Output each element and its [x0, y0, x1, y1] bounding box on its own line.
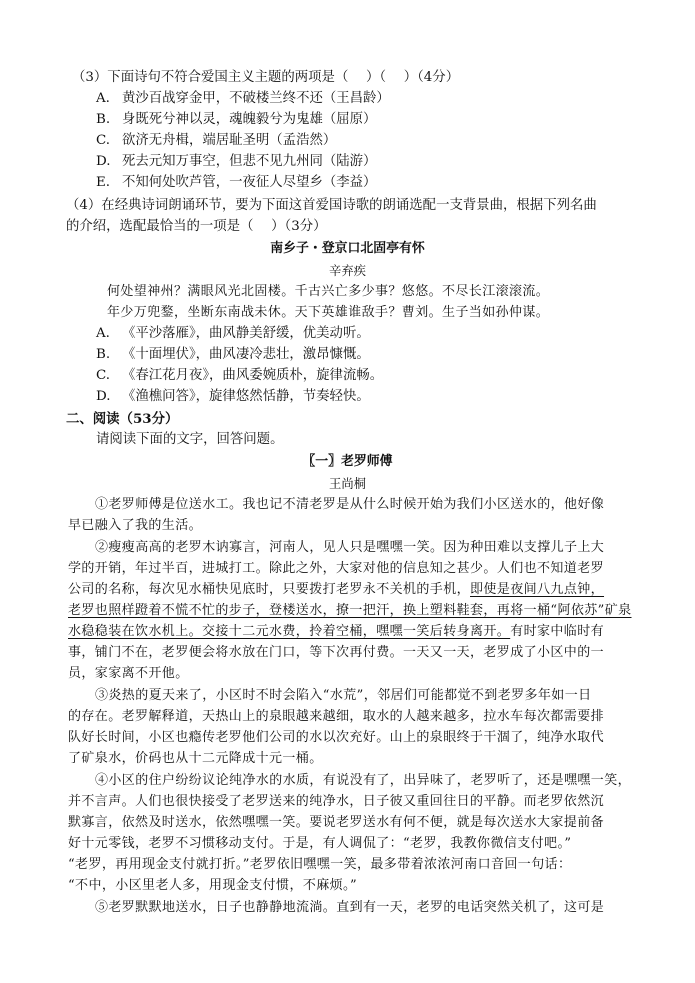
poem-title: 南乡子・登京口北固亭有怀 — [270, 241, 425, 256]
q4-option-b: B. 《十面埋伏》，曲风凄冷悲壮，激昂慷慨。 — [96, 347, 370, 362]
q4-stem-line1: （4）在经典诗词朗诵环节，要为下面这首爱国诗歌的朗诵选配一支背景曲，根据下列名曲 — [66, 198, 597, 213]
article-author: 王尚桐 — [329, 477, 366, 491]
paragraph-3-line-4: 了矿泉水，价码也从十二元降成十元一桶。 — [68, 751, 323, 766]
paragraph-2-line-7: 员，家家离不开他。 — [68, 666, 189, 681]
paragraph-2-line-4: 老罗也照样蹬着不慌不忙的步子，登楼送水，撩一把汗，换上塑料鞋套，再将一桶“阿依苏”矿泉 — [68, 603, 632, 618]
poem-line-1: 何处望神州？满眼风光北固楼。千古兴亡多少事？悠悠。不尽长江滚滚流。 — [107, 284, 550, 299]
reading-instruction: 请阅读下面的文字，回答问题。 — [96, 432, 284, 447]
underlined-text: 即使是夜间八九点钟， — [470, 582, 605, 597]
paragraph-2-line-5: 水稳稳装在饮水机上。交接十二元水费，拎着空桶，嘿嘿一笑后转身离开。有时家中临时有 — [68, 624, 605, 639]
q4-option-c: C. 《春江花月夜》，曲风委婉质朴，旋律流畅。 — [96, 368, 384, 383]
paragraph-2-line-1: ②瘦瘦高高的老罗木讷寡言，河南人，见人只是嘿嘿一笑。因为种田难以支撑儿子上大 — [95, 540, 605, 555]
paragraph-3-line-3: 队好长时间，小区也瘾传老罗他们公司的水以次充好。山上的泉眼终于干涸了，纯净水取代 — [68, 730, 605, 745]
paragraph-3-line-1: ③炎热的夏天来了，小区时不时会陷入“水荒”，邻居们可能都觉不到老罗多年如一日 — [95, 688, 592, 703]
paragraph-1-line-1: ①老罗师傅是位送水工。我也记不清老罗是从什么时候开始为我们小区送水的，他好像 — [95, 497, 605, 512]
q3-option-c: C. 欲济无舟楫，端居耻圣明（孟浩然） — [96, 133, 337, 148]
paragraph-4-line-5: “老罗，再用现金支付就打折。”老罗依旧嘿嘿一笑，最多带着浓浓河南口音回一句话： — [68, 857, 572, 872]
underlined-text: 水稳稳装在饮水机上。交接十二元水费，拎着空桶，嘿嘿一笑后转身离开。 — [68, 624, 511, 639]
q3-stem: （3）下面诗句不符合爱国主义主题的两项是（ ）（ ）（4分） — [72, 70, 460, 85]
paragraph-3-line-2: 的存在。老罗解释道，天热山上的泉眼越来越细，取水的人越来越多，拉水车每次都需要排 — [68, 709, 605, 724]
q4-option-d: D. 《渔樵问答》，旋律悠然恬静，节奏轻快。 — [96, 389, 370, 404]
poem-line-2: 年少万兜鍪，坐断东南战未休。天下英雄谁敌手？曹刘。生子当如孙仲谋。 — [107, 305, 550, 320]
q3-option-a: A. 黄沙百战穿金甲，不破楼兰终不还（王昌龄） — [96, 91, 390, 106]
q3-option-e: E. 不知何处吹芦管，一夜征人尽望乡（李益） — [96, 175, 377, 190]
paragraph-4-line-6: “不中，小区里老人多，用现金支付惯，不麻烦。” — [68, 878, 357, 893]
q4-option-a: A. 《平沙落雁》，曲风静美舒缓，优美动听。 — [96, 326, 370, 341]
poem-author: 辛弃疾 — [329, 264, 366, 278]
paragraph-2-line-6: 事，铺门不在，老罗便会将水放在门口，等下次再付费。一天又一天，老罗成了小区中的一 — [68, 645, 605, 660]
article-title: 〖一〗老罗师傅 — [302, 454, 393, 469]
paragraph-4-line-4: 好十元零钱，老罗不习惯移动支付。于是，有人调侃了：“老罗，我教你微信支付吧。” — [68, 836, 572, 851]
paragraph-5-line-1: ⑤老罗默默地送水，日子也静静地流淌。直到有一天，老罗的电话突然关机了，这可是 — [95, 900, 605, 915]
q3-option-d: D. 死去元知万事空，但悲不见九州同（陆游） — [96, 154, 377, 169]
paragraph-2-line-3: 公司的名称，每次见水桶快见底时，只要拨打老罗永不关机的手机，即使是夜间八九点钟， — [68, 582, 605, 597]
paragraph-4-line-3: 默寡言，依然及时送水，依然嘿嘿一笑。要说老罗送水有何不便，就是每次送水大家提前备 — [68, 815, 605, 830]
paragraph-2-line-2: 学的开销，年过半百，进城打工。除此之外，大家对他的信息知之甚少。人们也不知道老罗 — [68, 561, 605, 576]
paragraph-1-line-2: 早已融入了我的生活。 — [68, 518, 203, 533]
section-heading: 二、阅读（53分） — [66, 411, 179, 427]
paragraph-4-line-2: 并不言声。人们也很快接受了老罗送来的纯净水，日子彼又重回往日的平静。而老罗依然沉 — [68, 794, 605, 809]
paragraph-4-line-1: ④小区的住户纷纷议论纯净水的水质，有说没有了，出异味了，老罗听了，还是嘿嘿一笑， — [95, 773, 632, 788]
q4-stem-line2: 的介绍，选配最恰当的一项是（ ）（3分） — [66, 219, 327, 234]
q3-option-b: B. 身既死兮神以灵，魂魄毅兮为鬼雄（屈原） — [96, 112, 377, 127]
